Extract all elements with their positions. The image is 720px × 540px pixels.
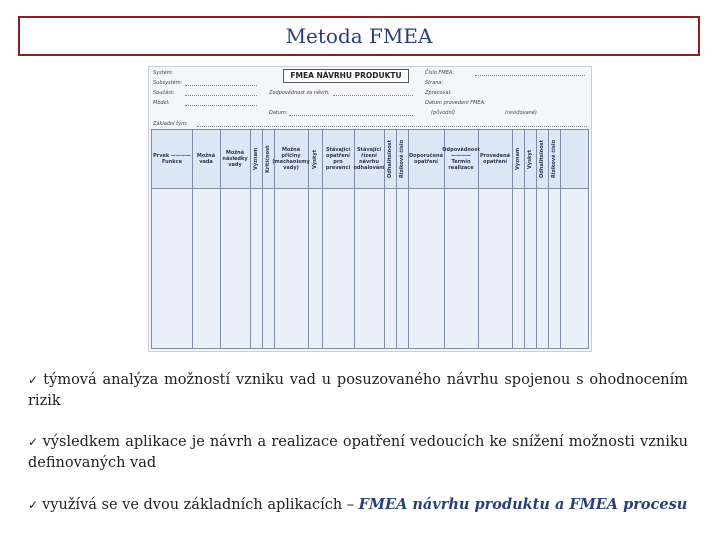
table-column [408, 130, 445, 348]
field-strana: Strana: [425, 80, 444, 86]
table-column [274, 130, 309, 348]
bullet-highlight: FMEA návrhu produktu a FMEA procesu [358, 496, 688, 513]
table-column [322, 130, 355, 348]
table-column [478, 130, 513, 348]
field-line [197, 122, 587, 127]
field-zakladni-tym: Základní tým: [153, 121, 188, 127]
title-box [18, 16, 700, 56]
check-icon: ✓ [28, 435, 39, 449]
field-cislo-fmea: Číslo FMEA: [425, 70, 455, 76]
bullet-item [28, 494, 688, 516]
bullet-item [28, 432, 688, 474]
table-column-header: Význam [515, 147, 521, 171]
field-line [289, 111, 413, 116]
fmea-table [151, 129, 589, 349]
table-column-header: Výskyt [312, 149, 318, 169]
field-zpracoval: Zpracoval: [425, 90, 452, 96]
table-column-header: Možné následky vady [222, 150, 248, 168]
fmea-form-image [148, 66, 592, 352]
table-column-header: Prvek ———— Funkce [153, 153, 191, 165]
table-column-header: Rizikové číslo [399, 140, 405, 179]
table-column-header: Odhalitelnost [387, 139, 393, 179]
field-datum-provedeni: Datum provedení FMEA: [425, 100, 486, 106]
field-system: Systém: [153, 70, 174, 76]
slide-title: Metoda FMEA [285, 24, 433, 48]
field-subsystem: Subsystém: [153, 80, 183, 86]
table-column-header: Stávající řízení návrhu odhalování [353, 147, 385, 171]
table-column [152, 130, 193, 348]
table-column [548, 130, 561, 348]
table-column-header: Význam [253, 147, 259, 171]
table-column-header: Kritičnost [265, 145, 271, 173]
field-datum: Datum: [269, 110, 288, 116]
field-line [185, 81, 257, 86]
field-zodpovednost: Zodpovědnost za návrh: [269, 90, 330, 96]
field-soucast: Součást: [153, 90, 175, 96]
table-column-header: Výskyt [527, 149, 533, 169]
table-column-header: Možná vada [196, 153, 216, 165]
table-column-header: Stávající opatření pro prevenci [325, 147, 351, 171]
table-column [192, 130, 221, 348]
table-column [308, 130, 323, 348]
bullet-text: týmová analýza možností vzniku vad u posuzovaného návrhu spojenou s ohodnocením rizik [28, 372, 688, 409]
bullet-item [28, 370, 688, 412]
table-column-header: Odhalitelnost [539, 139, 545, 179]
bullet-text: výsledkem aplikace je návrh a realizace opatření vedoucích ke snížení možnosti vzniku definovaných vad [28, 434, 688, 471]
table-column [354, 130, 385, 348]
check-icon: ✓ [28, 373, 40, 387]
field-line [475, 71, 585, 76]
table-column-header: Odpovědnost ———— Termín realizace [442, 147, 480, 171]
field-line [333, 91, 413, 96]
field-puvodni: (původní) [431, 110, 455, 116]
field-line [185, 101, 257, 106]
form-heading: FMEA NÁVRHU PRODUKTU [283, 69, 409, 83]
table-column [444, 130, 479, 348]
field-line [185, 91, 257, 96]
check-icon: ✓ [28, 498, 39, 512]
table-column-header: Doporučená opatření [409, 153, 443, 165]
bullet-text: využívá se ve dvou základních aplikacích – [42, 497, 359, 513]
field-revidovane: (revidované) [505, 110, 537, 116]
table-column-header: Možné příčiny (mechanismy vady) [272, 147, 310, 171]
table-column-header: Provedená opatření [479, 153, 511, 165]
table-column-header: Rizikové číslo [551, 140, 557, 179]
field-model: Model: [153, 100, 170, 106]
table-column [220, 130, 251, 348]
